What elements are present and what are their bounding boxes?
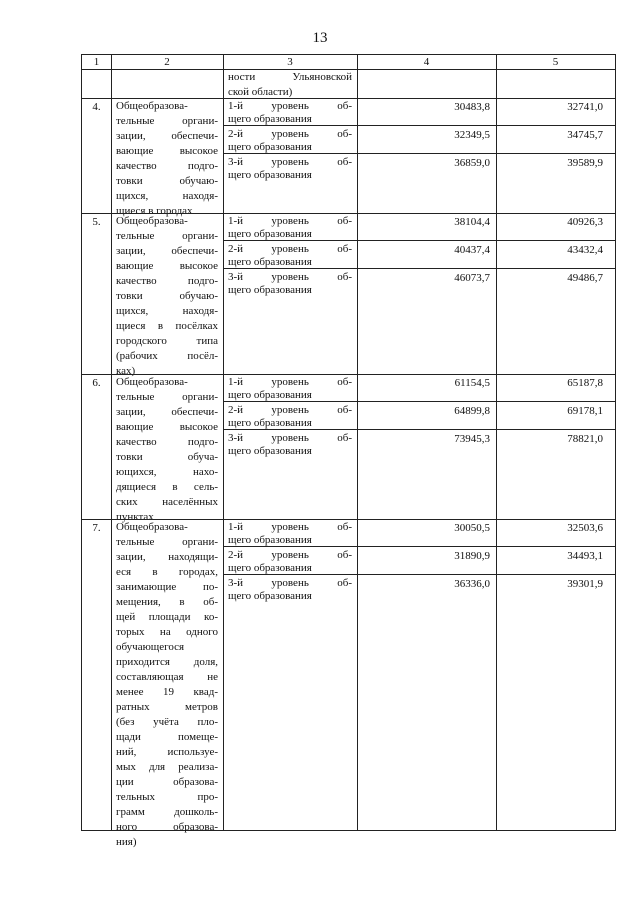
description-line: менее 19 квад- [116,686,218,698]
value-col4: 40437,4 [454,244,490,256]
description-line: щиеся в посёлках [116,320,218,332]
column-header-4: 4 [423,56,430,68]
value-col4: 36859,0 [454,157,490,169]
description-line: ния) [116,836,137,848]
description-line: зации, обеспечи- [116,245,218,257]
description-line: мещения, в об- [116,596,218,608]
row-description [116,520,218,850]
sub-row-divider [223,153,615,154]
column-header-5: 5 [552,56,559,68]
education-level [228,404,352,430]
value-col5: 43432,4 [567,244,603,256]
value-col5: 32741,0 [567,101,603,113]
value-col5: 78821,0 [567,433,603,445]
value-col4: 64899,8 [454,405,490,417]
column-divider [223,55,224,830]
value-col4: 32349,5 [454,129,490,141]
education-level-line: щего образования [228,284,312,296]
column-header-3: 3 [287,56,293,68]
description-line: зации, обеспечи- [116,406,218,418]
page-number: 13 [312,30,328,46]
description-line: еся в городах, [116,566,218,578]
description-line: качество подго- [116,275,218,287]
description-line: пунктах [116,511,154,523]
education-level [228,215,352,241]
column-header-1: 1 [93,56,100,68]
description-line: зации, обеспечи- [116,130,218,142]
education-level-line: 1-й уровень об- [228,521,352,533]
value-col5: 49486,7 [567,272,603,284]
row-description [116,375,218,525]
education-level [228,100,352,126]
row-description [116,99,218,219]
description-line: тельные органи- [116,115,218,127]
description-line: тельные органи- [116,391,218,403]
value-col5: 34745,7 [567,129,603,141]
description-line: торых на одного [116,626,218,638]
description-line: щей площади ко- [116,611,218,623]
continuation-line: ской области) [228,86,293,98]
row-number: 7. [92,522,101,534]
row-number: 4. [92,101,101,113]
description-line: ках) [116,365,136,377]
value-col5: 39589,9 [567,157,603,169]
value-col4: 30483,8 [454,101,490,113]
description-line: щади помеще- [116,731,218,743]
education-level-line: щего образования [228,590,312,602]
education-level-line: 2-й уровень об- [228,128,352,140]
education-level [228,128,352,154]
education-level-line: щего образования [228,389,312,401]
row-description [116,214,218,379]
column-divider [111,55,112,830]
value-col4: 38104,4 [454,216,490,228]
value-col5: 65187,8 [567,377,603,389]
education-level-line: щего образования [228,169,312,181]
value-col4: 36336,0 [454,578,490,590]
description-line: занимающие по- [116,581,218,593]
data-table [81,54,616,848]
education-level-line: 2-й уровень об- [228,549,352,561]
education-level [228,243,352,269]
education-level-line: 1-й уровень об- [228,215,352,227]
value-col5: 32503,6 [567,522,603,534]
education-level-line: 3-й уровень об- [228,271,352,283]
row-number: 5. [92,216,101,228]
description-line: ющихся, нахо- [116,466,218,478]
description-line: щихся, находя- [116,190,218,202]
education-level-line: 3-й уровень об- [228,432,352,444]
description-line: вающие высокое [116,260,218,272]
sub-row-divider [223,125,615,126]
education-level-line: щего образования [228,141,312,153]
column-header-2: 2 [164,56,170,68]
sub-row-divider [223,429,615,430]
description-line: Общеобразова- [116,376,188,388]
education-level-line: щего образования [228,256,312,268]
description-line: товки обуча- [116,451,218,463]
value-col5: 39301,9 [567,578,603,590]
education-level-line: щего образования [228,417,312,429]
sub-row-divider [223,546,615,547]
description-line: товки обучаю- [116,175,218,187]
description-line: Общеобразова- [116,100,188,112]
description-line: вающие высокое [116,421,218,433]
description-line: обучающегося [116,641,185,653]
description-line: щиеся в городах [116,205,193,217]
description-line: городского типа [116,335,218,347]
description-line: тельные органи- [116,536,218,548]
description-line: приходится доля, [116,656,218,668]
description-line: грамм дошколь- [116,806,218,818]
description-line: тельных про- [116,791,218,803]
description-line: (без учёта пло- [116,716,218,728]
description-line: ний, используе- [116,746,218,758]
description-line: щихся, находя- [116,305,218,317]
description-line: качество подго- [116,160,218,172]
description-line: ции образова- [116,776,218,788]
value-col5: 40926,3 [567,216,603,228]
education-level-line: 3-й уровень об- [228,577,352,589]
description-line: ратных метров [116,701,218,713]
education-level [228,549,352,575]
continuation-text [228,70,352,100]
description-line: Общеобразова- [116,215,188,227]
education-level [228,432,352,458]
education-level-line: 2-й уровень об- [228,243,352,255]
value-col4: 30050,5 [454,522,490,534]
value-col4: 73945,3 [454,433,490,445]
value-col5: 34493,1 [567,550,603,562]
description-line: ских населённых [116,496,218,508]
education-level-line: щего образования [228,445,312,457]
education-level-line: щего образования [228,562,312,574]
row-number: 6. [92,377,101,389]
sub-row-divider [223,240,615,241]
education-level-line: щего образования [228,534,312,546]
description-line: (рабочих посёл- [116,350,218,362]
education-level-line: 1-й уровень об- [228,376,352,388]
education-level [228,577,352,603]
education-level [228,156,352,182]
description-line: ного образова- [116,821,218,833]
education-level-line: 2-й уровень об- [228,404,352,416]
education-level [228,376,352,402]
value-col4: 61154,5 [454,377,490,389]
education-level-line: 1-й уровень об- [228,100,352,112]
education-level-line: 3-й уровень об- [228,156,352,168]
description-line: мых для реализа- [116,761,218,773]
sub-row-divider [223,574,615,575]
description-line: зации, находящи- [116,551,218,563]
description-line: вающие высокое [116,145,218,157]
description-line: качество подго- [116,436,218,448]
description-line: составляющая не [116,671,218,683]
description-line: тельные органи- [116,230,218,242]
value-col4: 46073,7 [454,272,490,284]
value-col4: 31890,9 [454,550,490,562]
description-line: товки обучаю- [116,290,218,302]
sub-row-divider [223,268,615,269]
education-level-line: щего образования [228,113,312,125]
value-col5: 69178,1 [567,405,603,417]
continuation-line: ности Ульяновской [228,71,352,83]
education-level [228,521,352,547]
description-line: Общеобразова- [116,521,188,533]
education-level-line: щего образования [228,228,312,240]
description-line: дящиеся в сель- [116,481,218,493]
sub-row-divider [223,401,615,402]
education-level [228,271,352,297]
